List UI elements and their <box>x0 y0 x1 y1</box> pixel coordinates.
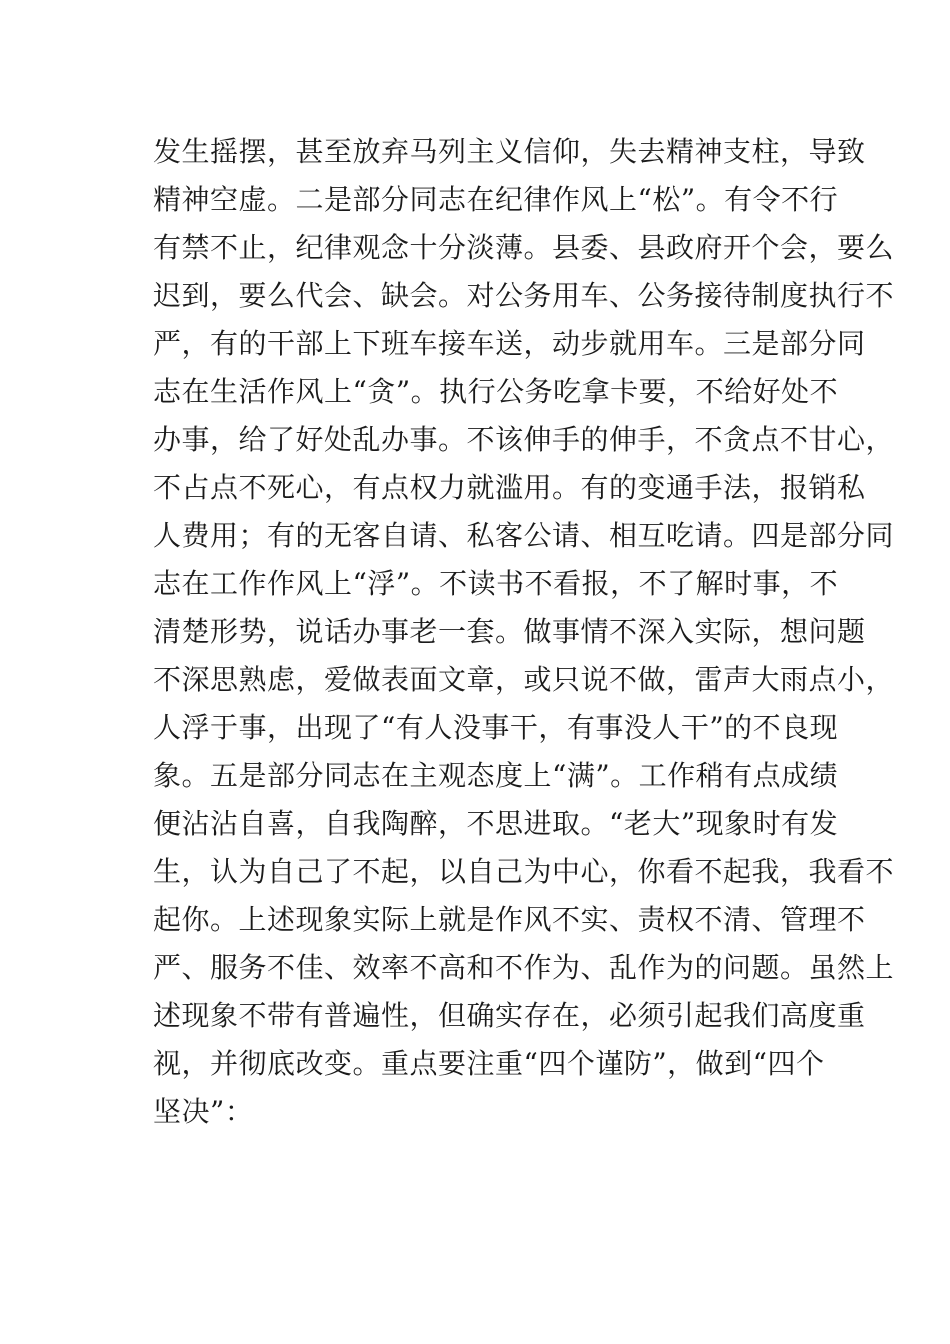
text-line: 生，认为自己了不起，以自己为中心，你看不起我，我看不 <box>153 855 895 888</box>
text-line: 象。五是部分同志在主观态度上“满”。工作稍有点成绩 <box>153 759 839 792</box>
text-line: 不占点不死心，有点权力就滥用。有的变通手法，报销私 <box>153 471 866 504</box>
text-line: 志在生活作风上“贪”。执行公务吃拿卡要，不给好处不 <box>153 375 839 408</box>
text-line: 人浮于事，出现了“有人没事干，有事没人干”的不良现 <box>153 711 839 744</box>
text-line: 人费用；有的无客自请、私客公请、相互吃请。四是部分同 <box>153 519 895 552</box>
text-line: 不深思熟虑，爱做表面文章，或只说不做，雷声大雨点小， <box>153 663 895 696</box>
text-line: 起你。上述现象实际上就是作风不实、责权不清、管理不 <box>153 903 866 936</box>
text-line: 发生摇摆，甚至放弃马列主义信仰，失去精神支柱，导致 <box>153 135 866 168</box>
text-line: 坚决”： <box>153 1095 254 1128</box>
text-line: 述现象不带有普遍性，但确实存在，必须引起我们高度重 <box>153 999 866 1032</box>
body-paragraph <box>153 128 895 1136</box>
text-line: 严、服务不佳、效率不高和不作为、乱作为的问题。虽然上 <box>153 951 895 984</box>
text-line: 视，并彻底改变。重点要注重“四个谨防”，做到“四个 <box>153 1047 825 1080</box>
text-line: 严，有的干部上下班车接车送，动步就用车。三是部分同 <box>153 327 866 360</box>
text-line: 办事，给了好处乱办事。不该伸手的伸手，不贪点不甘心， <box>153 423 895 456</box>
text-line: 有禁不止，纪律观念十分淡薄。县委、县政府开个会，要么 <box>153 231 895 264</box>
text-line: 迟到，要么代会、缺会。对公务用车、公务接待制度执行不 <box>153 279 895 312</box>
text-line: 便沾沾自喜，自我陶醉，不思进取。“老大”现象时有发 <box>153 807 839 840</box>
text-line: 清楚形势，说话办事老一套。做事情不深入实际，想问题 <box>153 615 866 648</box>
text-line: 精神空虚。二是部分同志在纪律作风上“松”。有令不行 <box>153 183 839 216</box>
text-line: 志在工作作风上“浮”。不读书不看报，不了解时事，不 <box>153 567 839 600</box>
